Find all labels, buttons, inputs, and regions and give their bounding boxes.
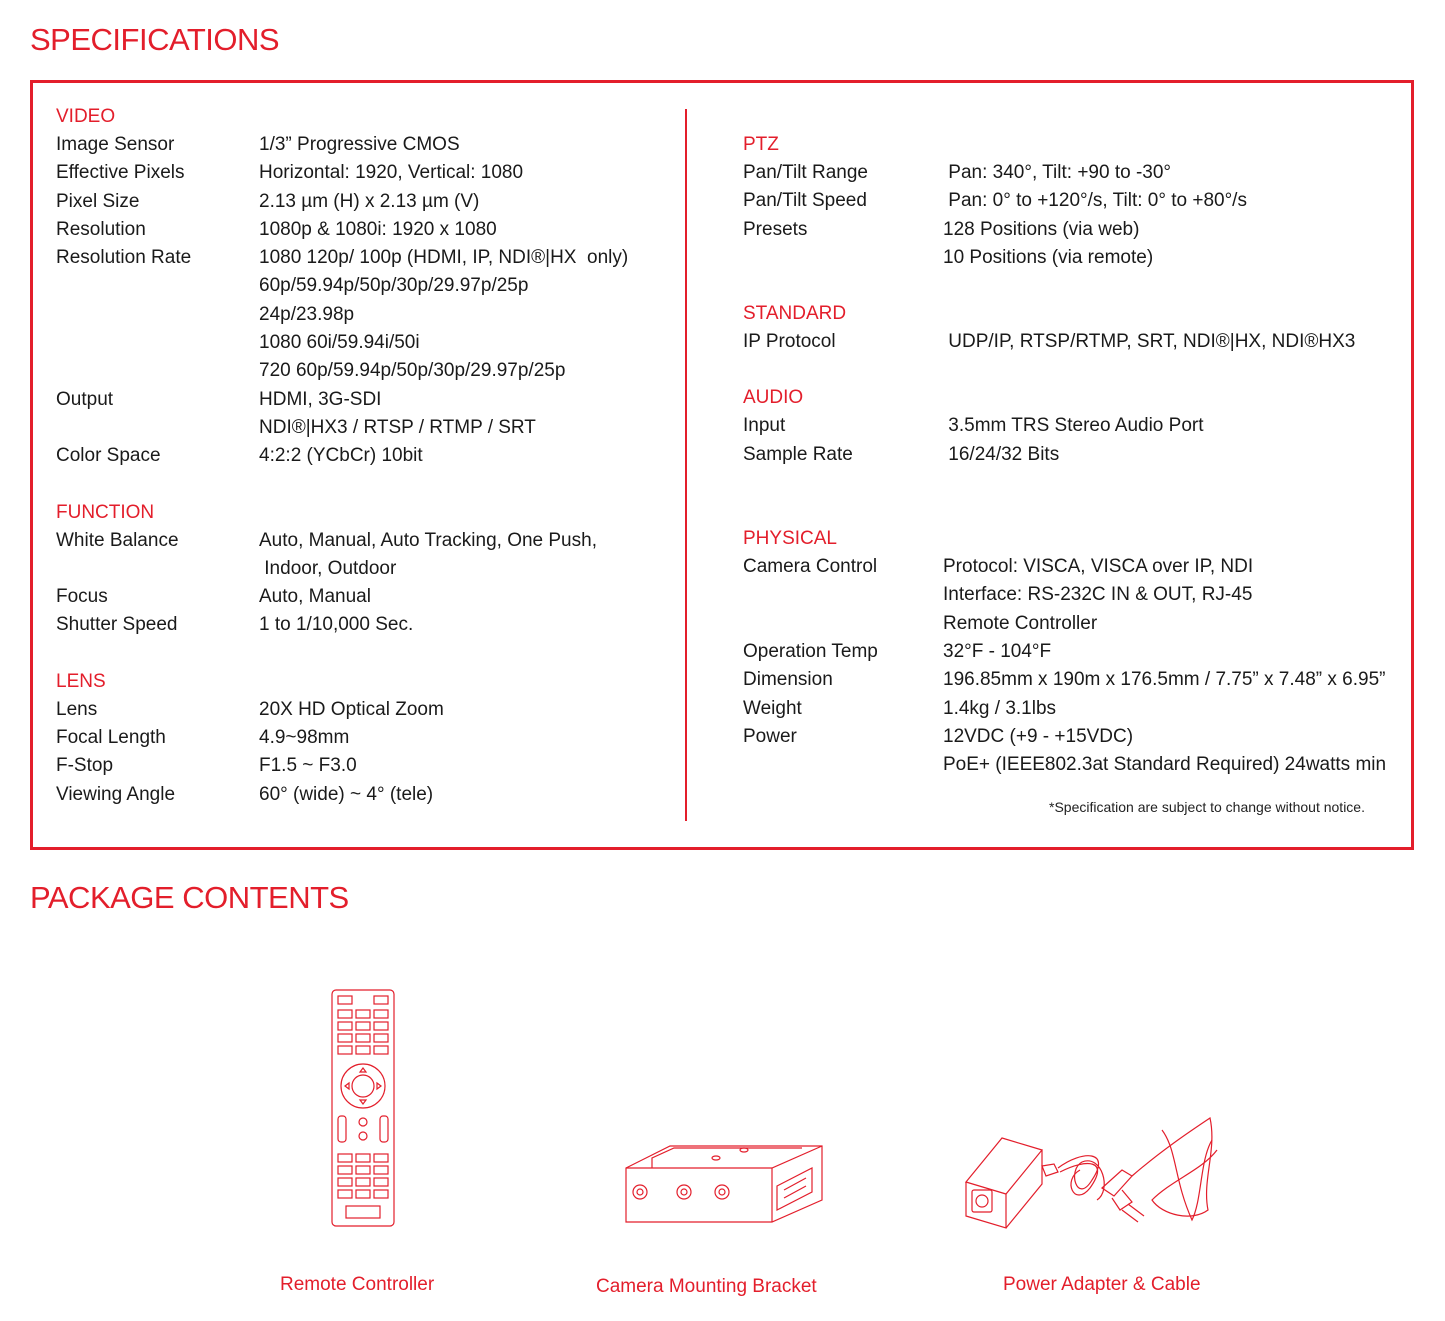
spec-section-video [56,103,666,471]
spec-value-line: NDI®|HX3 / RTSP / RTMP / SRT [259,416,536,438]
spec-row [56,781,666,809]
spec-value-line: 1 to 1/10,000 Sec. [259,614,414,636]
spec-value-line: 10 Positions (via remote) [943,246,1154,268]
spec-label: Effective Pixels [56,162,185,184]
spec-value-line: 16/24/32 Bits [943,443,1060,465]
spec-row [56,188,666,216]
package-contents-title: PACKAGE CONTENTS [30,880,349,915]
section-heading: FUNCTION [56,501,155,523]
spec-value [943,216,1153,273]
spec-value [259,696,444,724]
spec-label: Dimension [743,669,833,691]
spec-value-line: Pan: 340°, Tilt: +90 to -30° [943,162,1172,183]
spec-value-line: Indoor, Outdoor [259,557,397,579]
spec-value [943,328,1355,356]
spec-value [943,666,1385,694]
spec-section-physical [743,525,1403,779]
package-item-label: Remote Controller [280,1274,435,1295]
spec-row [743,159,1403,187]
spec-label: Color Space [56,445,161,467]
spec-value-line: Protocol: VISCA, VISCA over IP, NDI [943,556,1254,578]
spec-row [743,638,1403,666]
spec-row [743,216,1403,273]
spec-section-ptz [743,131,1403,272]
specifications-title: SPECIFICATIONS [30,22,280,57]
spec-value [259,611,413,639]
spec-row [56,131,666,159]
spec-value-line: 1080 60i/59.94i/50i [259,332,420,354]
section-heading: PHYSICAL [743,528,837,550]
spec-value-line: 1/3” Progressive CMOS [259,134,460,155]
spec-label: Pixel Size [56,190,140,212]
spec-value [259,724,349,752]
spec-label: Image Sensor [56,134,175,155]
spec-value [943,412,1204,440]
spec-value [259,188,479,216]
spec-value-line: Horizontal: 1920, Vertical: 1080 [259,162,524,184]
spec-value [259,442,423,470]
spec-value [943,159,1171,187]
spec-value-line: 4:2:2 (YCbCr) 10bit [259,445,423,467]
spec-value-line: Auto, Manual [259,586,371,608]
left-spec-column [56,103,666,837]
package-item-label: Camera Mounting Bracket [596,1276,817,1297]
section-heading: PTZ [743,134,779,155]
spec-section-audio [743,384,1403,469]
spec-value [943,553,1253,638]
package-item-label: Power Adapter & Cable [1003,1274,1201,1295]
spec-value-line: 60° (wide) ~ 4° (tele) [259,783,434,805]
power-adapter-icon [962,1110,1224,1230]
spec-row [56,244,666,385]
spec-value-line: 1080 120p/ 100p (HDMI, IP, NDI®|HX only) [259,247,629,269]
spec-value-line: HDMI, 3G-SDI [259,388,382,410]
spec-row [56,696,666,724]
spec-value [943,187,1247,215]
spec-value-line: 12VDC (+9 - +15VDC) [943,725,1134,747]
spec-label: Resolution Rate [56,247,192,269]
spec-value-line: 2.13 µm (H) x 2.13 µm (V) [259,190,480,212]
spec-label: Viewing Angle [56,783,176,805]
section-heading: LENS [56,670,106,692]
spec-row [743,187,1403,215]
spec-value-line: 3.5mm TRS Stereo Audio Port [943,415,1204,437]
footnote: *Specification are subject to change without notice. [1049,799,1365,815]
remote-controller-icon [330,988,396,1228]
spec-row [56,386,666,443]
spec-row [743,666,1403,694]
spec-label: Camera Control [743,556,878,578]
spec-row [56,752,666,780]
spec-value [943,695,1056,723]
spec-label: Weight [743,697,802,719]
spec-value [259,527,597,584]
spec-value-line: 32°F - 104°F [943,640,1052,662]
spec-label: Output [56,388,114,410]
spec-value-line: 1080p & 1080i: 1920 x 1080 [259,218,497,240]
spec-value [943,441,1059,469]
spec-value [943,723,1386,780]
spec-label: Input [743,415,786,437]
spec-value [259,131,460,159]
spec-label: IP Protocol [743,331,836,353]
section-heading: AUDIO [743,387,804,409]
spec-value [259,752,357,780]
spec-label: Pan/Tilt Range [743,162,868,183]
spec-label: Focal Length [56,727,166,749]
spec-value-line: Auto, Manual, Auto Tracking, One Push, [259,529,597,551]
spec-row [743,553,1403,638]
spec-row [56,442,666,470]
spec-label: Presets [743,218,808,240]
spec-label: Sample Rate [743,443,853,465]
spec-row [56,611,666,639]
spec-value-line: 1.4kg / 3.1lbs [943,697,1057,719]
spec-label: Lens [56,698,98,720]
spec-value-line: 196.85mm x 190m x 176.5mm / 7.75” x 7.48” x 6.95” [943,669,1386,691]
spec-row [743,695,1403,723]
spec-value [259,386,536,443]
spec-row [56,159,666,187]
spec-value-line: UDP/IP, RTSP/RTMP, SRT, NDI®|HX, NDI®HX3 [943,331,1356,353]
spec-value-line: Pan: 0° to +120°/s, Tilt: 0° to +80°/s [943,190,1247,212]
spec-row [56,216,666,244]
spec-row [743,412,1403,440]
spec-value-line: F1.5 ~ F3.0 [259,755,357,777]
spec-label: Focus [56,586,108,608]
spec-section-lens [56,668,666,809]
spec-value [259,244,628,385]
spec-label: Shutter Speed [56,614,178,636]
spec-value [259,159,523,187]
spec-value-line: Remote Controller [943,612,1098,634]
spec-row [743,723,1403,780]
spec-label: Pan/Tilt Speed [743,190,867,212]
spec-value [943,638,1051,666]
spec-value [259,583,371,611]
spec-value [259,216,497,244]
spec-value-line: 20X HD Optical Zoom [259,698,444,720]
spec-row [56,583,666,611]
spec-row [56,527,666,584]
spec-value-line: 4.9~98mm [259,727,350,749]
spec-label: F-Stop [56,755,114,777]
spec-row [743,328,1403,356]
spec-label: Resolution [56,218,146,240]
specifications-box [30,80,1414,850]
spec-value-line: Interface: RS-232C IN & OUT, RJ-45 [943,584,1253,606]
spec-label: Operation Temp [743,640,878,662]
spec-label: Power [743,725,797,747]
spec-value-line: 720 60p/59.94p/50p/30p/29.97p/25p [259,360,566,382]
spec-value [259,781,433,809]
section-heading: VIDEO [56,106,116,127]
spec-row [743,441,1403,469]
spec-row [56,724,666,752]
spec-label: White Balance [56,529,179,551]
section-heading: STANDARD [743,303,847,325]
spec-section-standard [743,300,1403,356]
right-spec-column [743,131,1403,807]
spec-value-line: PoE+ (IEEE802.3at Standard Required) 24watts min [943,754,1387,776]
spec-value-line: 128 Positions (via web) [943,218,1140,240]
spec-section-function [56,499,666,640]
column-divider [685,109,687,821]
spec-value-line: 60p/59.94p/50p/30p/29.97p/25p [259,275,529,297]
mounting-bracket-icon [622,1140,827,1225]
spec-value-line: 24p/23.98p [259,303,355,325]
